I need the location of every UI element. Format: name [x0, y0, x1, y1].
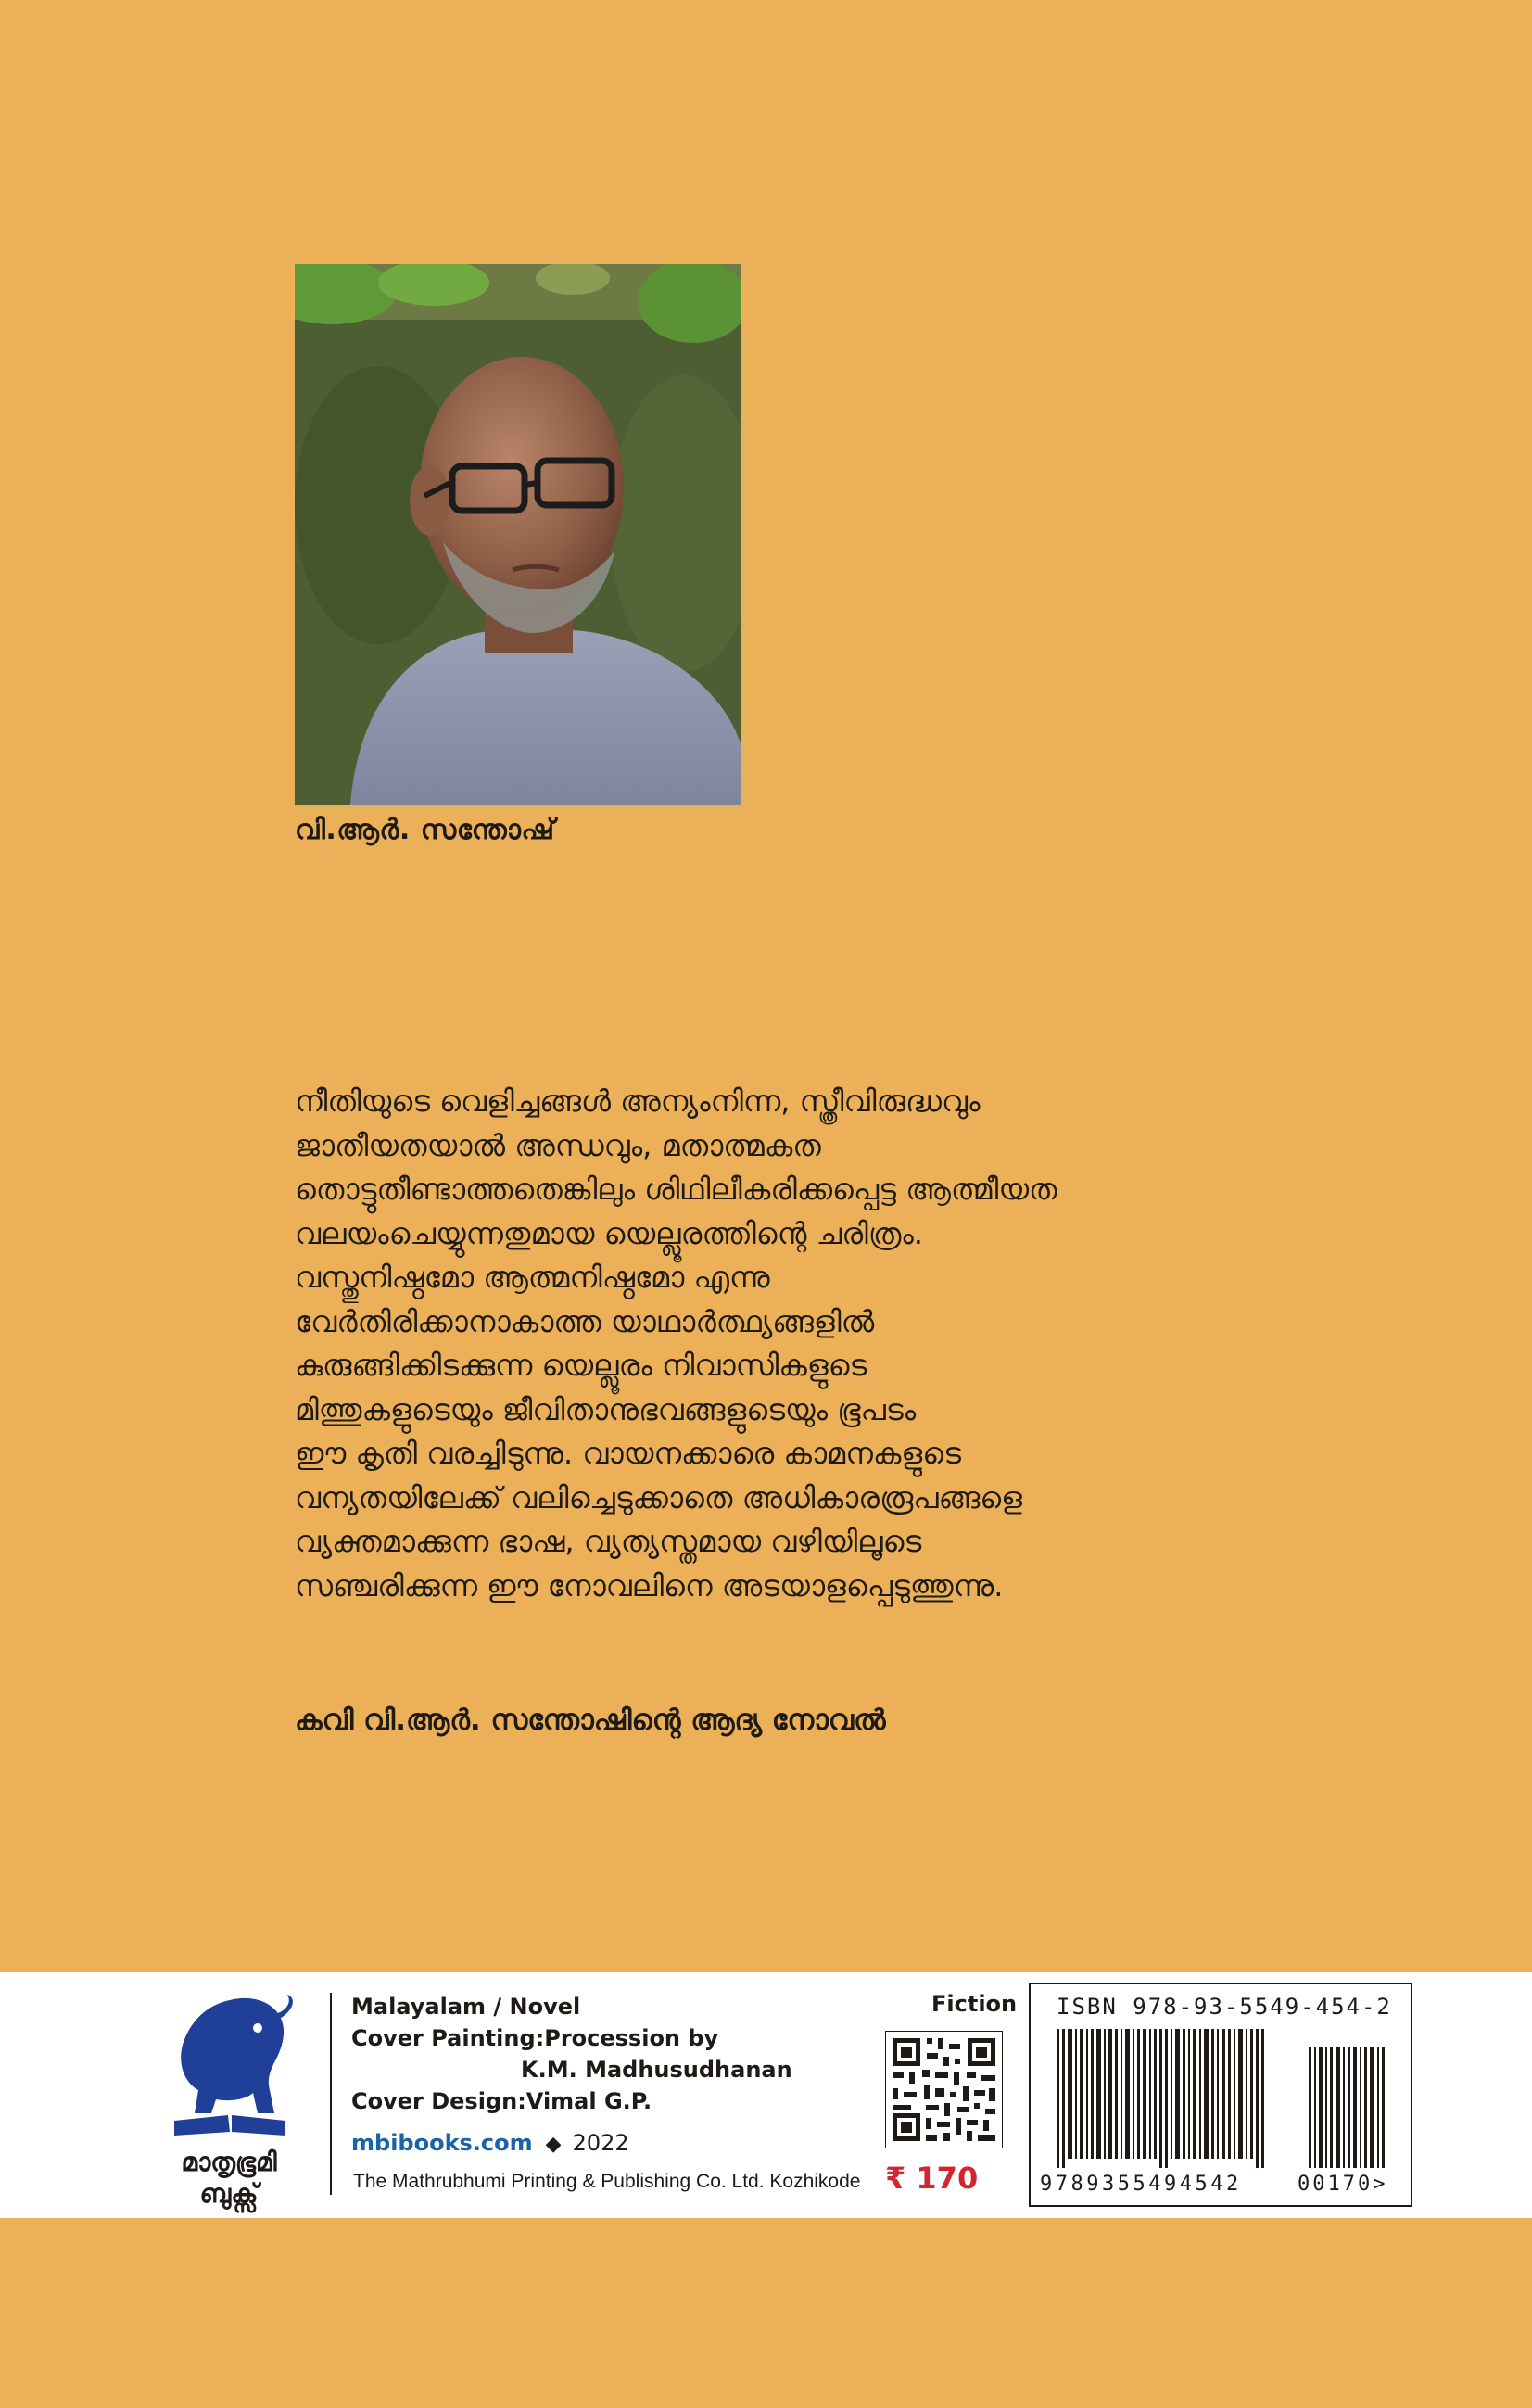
- tagline: കവി വി.ആർ. സന്തോഷിന്റെ ആദ്യ നോവൽ: [295, 1704, 886, 1737]
- cover-painting-artist: K.M. Madhusudhanan: [521, 2057, 792, 2083]
- author-name-caption: വി.ആർ. സന്തോഷ്: [295, 814, 555, 846]
- blurb-line: വേർതിരിക്കാനാകാത്ത യാഥാർത്ഥ്യങ്ങളിൽ: [295, 1303, 875, 1339]
- blurb-line: മിത്തുകളുടെയും ജീവിതാനുഭവങ്ങളുടെയും ഭൂപടം: [295, 1391, 917, 1427]
- divider: [330, 1993, 332, 2195]
- barcode-number: 9789355494542: [1040, 2173, 1242, 2196]
- cover-painting: Cover Painting:Procession by: [351, 2025, 719, 2051]
- website-link[interactable]: mbibooks.com: [351, 2130, 533, 2156]
- blurb-line: വസ്തുനിഷ്ഠമോ ആത്മനിഷ്ഠമോ എന്നു: [295, 1260, 770, 1295]
- author-photo: [295, 264, 741, 805]
- blurb-line: ജാതീയതയാൽ അന്ധവും, മതാത്മകത: [295, 1127, 821, 1163]
- blurb-line: തൊട്ടുതീണ്ടാത്തതെങ്കിലും ശിഥിലീകരിക്കപ്പെട്ട ആത്മീയത: [295, 1172, 1057, 1207]
- cover-design: Cover Design:Vimal G.P.: [351, 2088, 652, 2114]
- blurb-line: വലയംചെയ്യുന്നതുമായ യെല്ലൂരത്തിന്റെ ചരിത്രം.: [295, 1215, 923, 1251]
- isbn: ISBN 978-93-5549-454-2: [1057, 1994, 1392, 2020]
- footer-bar: [0, 1972, 1532, 2218]
- blurb-line: ഈ കൃതി വരച്ചിടുന്നു. വായനക്കാരെ കാമനകളുടെ: [295, 1436, 961, 1471]
- logo-text-line: ബുക്സ്: [199, 2178, 259, 2209]
- publisher-logo-text: [159, 2147, 298, 2210]
- publisher-name: The Mathrubhumi Printing & Publishing Co. Ltd. Kozhikode: [353, 2171, 861, 2192]
- blurb-line: വന്യതയിലേക്ക് വലിച്ചെടുക്കാതെ അധികാരരൂപങ്ങളെ: [295, 1479, 1022, 1515]
- book-info: [351, 1991, 792, 2117]
- price: ₹ 170: [885, 2161, 979, 2196]
- blurb-line: സഞ്ചരിക്കുന്ന ഈ നോവലിനെ അടയാളപ്പെടുത്തുന്നു.: [295, 1567, 1004, 1603]
- barcode-addon: 00170>: [1298, 2173, 1388, 2196]
- year: 2022: [572, 2130, 629, 2156]
- blurb-line: നീതിയുടെ വെളിച്ചങ്ങൾ അന്യംനിന്ന, സ്ത്രീവിരുദ്ധവും: [295, 1084, 981, 1119]
- elephant-book-icon: [165, 1993, 295, 2145]
- category: Malayalam / Novel: [351, 1994, 581, 2020]
- blurb-line: കുരുങ്ങിക്കിടക്കുന്ന യെല്ലൂരം നിവാസികളുടെ: [295, 1348, 867, 1383]
- blurb-text: [295, 1080, 1268, 1608]
- website-line: [351, 2130, 629, 2156]
- logo-text-line: മാതൃഭൂമി: [181, 2147, 277, 2177]
- blurb-line: വ്യക്തമാക്കുന്ന ഭാഷ, വ്യത്യസ്തമായ വഴിയിലൂടെ: [295, 1524, 922, 1559]
- genre: Fiction: [931, 1991, 1018, 2017]
- isbn-barcode-box: [1029, 1983, 1412, 2207]
- barcode-icon: [1053, 2029, 1396, 2168]
- diamond-separator: ◆: [545, 2133, 562, 2156]
- qr-code-icon: [885, 2031, 1003, 2148]
